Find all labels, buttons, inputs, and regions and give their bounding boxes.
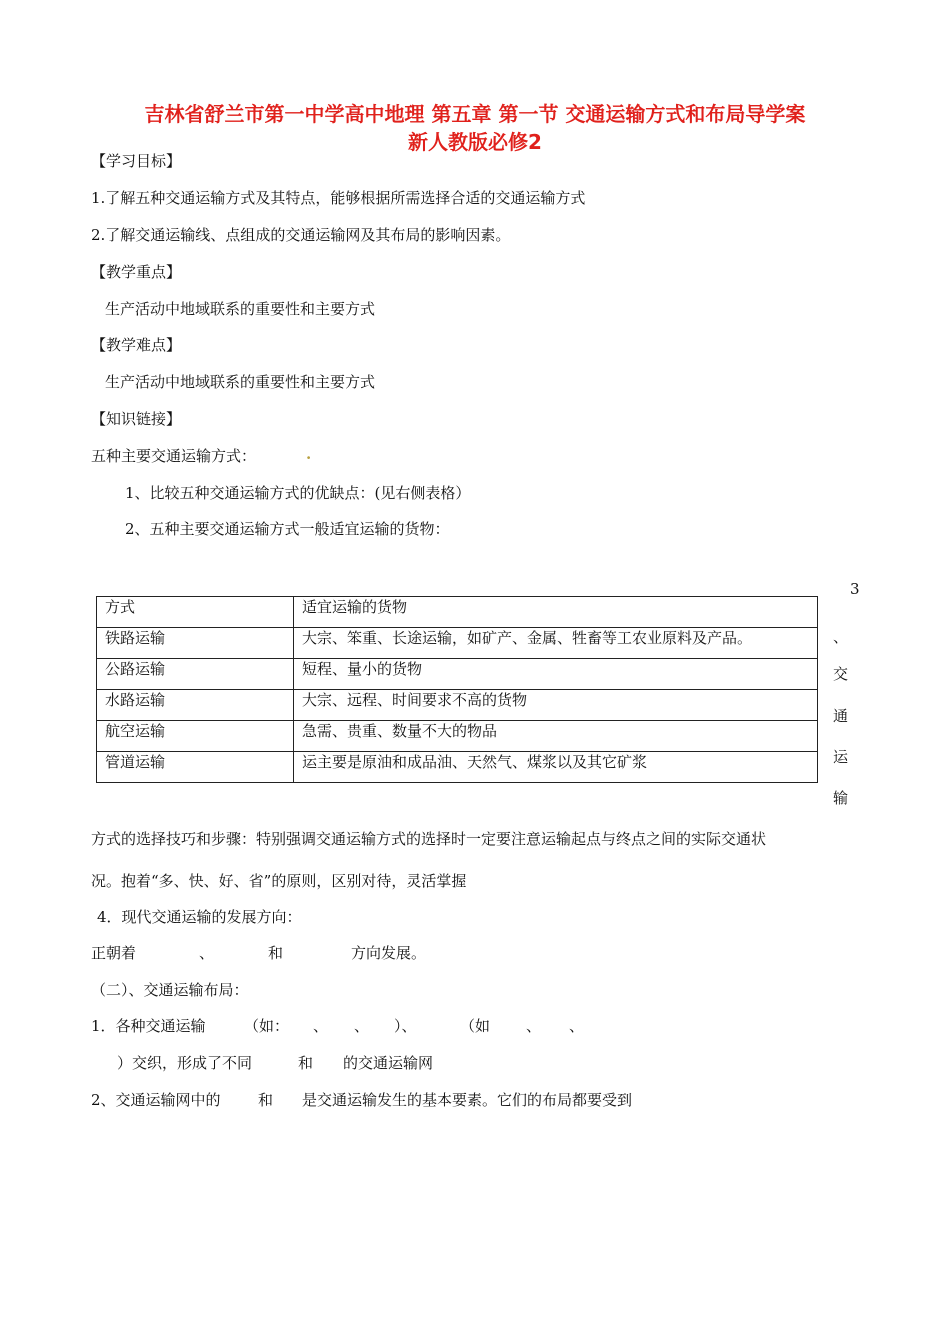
links-item-2: 2、五种主要交通运输方式一般适宜运输的货物： bbox=[125, 520, 450, 538]
document-title-line1: 吉林省舒兰市第一中学高中地理 第五章 第一节 交通运输方式和布局导学案 bbox=[144, 102, 806, 126]
table-cell-goods: 短程、量小的货物 bbox=[294, 659, 818, 690]
layout-line1-f: （如 bbox=[460, 1017, 491, 1035]
table-cell-goods: 急需、贵重、数量不大的物品 bbox=[294, 721, 818, 752]
development-text-c: 和 bbox=[268, 944, 284, 962]
key-points-text: 生产活动中地域联系的重要性和主要方式 bbox=[105, 300, 376, 318]
side-vertical-char: 交 bbox=[833, 665, 849, 683]
layout-line1-b: （如： bbox=[244, 1017, 290, 1035]
layout-line1-a: 1．各种交通运输 bbox=[91, 1017, 206, 1035]
table-header-cell: 方式 bbox=[97, 597, 294, 628]
cargo-table bbox=[96, 596, 818, 783]
links-intro: 五种主要交通运输方式： bbox=[91, 447, 257, 465]
table-row bbox=[97, 690, 818, 721]
table-header-row bbox=[97, 597, 818, 628]
side-vertical-char: 3 bbox=[850, 580, 860, 598]
table-row bbox=[97, 628, 818, 659]
side-vertical-char: 运 bbox=[833, 748, 849, 766]
table-header-cell: 适宜运输的货物 bbox=[294, 597, 818, 628]
layout-line1-c: 、 bbox=[313, 1017, 329, 1035]
links-heading: 【知识链接】 bbox=[91, 410, 182, 428]
difficulties-text: 生产活动中地域联系的重要性和主要方式 bbox=[105, 373, 376, 391]
table-cell-goods: 运主要是原油和成品油、天然气、煤浆以及其它矿浆 bbox=[294, 752, 818, 783]
layout-line3-b: 和 bbox=[258, 1091, 274, 1109]
development-text-b: 、 bbox=[199, 944, 215, 962]
selection-line-1: 方式的选择技巧和步骤：特别强调交通运输方式的选择时一定要注意运输起点与终点之间的实际交通状 bbox=[91, 830, 767, 848]
side-vertical-char: 输 bbox=[833, 789, 849, 807]
layout-line2-a: ）交织，形成了不同 bbox=[117, 1054, 253, 1072]
layout-line1-h: 、 bbox=[569, 1017, 585, 1035]
links-dot: . bbox=[306, 445, 312, 463]
objectives-heading: 【学习目标】 bbox=[91, 152, 182, 170]
table-cell-mode: 水路运输 bbox=[97, 690, 294, 721]
table-cell-mode: 铁路运输 bbox=[97, 628, 294, 659]
table-row bbox=[97, 752, 818, 783]
table-row bbox=[97, 659, 818, 690]
document-title-line2: 新人教版必修2 bbox=[408, 130, 542, 154]
table-cell-goods: 大宗、笨重、长途运输，如矿产、金属、牲畜等工农业原料及产品。 bbox=[294, 628, 818, 659]
side-vertical-char: 、 bbox=[833, 628, 849, 646]
links-item-1: 1、比较五种交通运输方式的优缺点：(见右侧表格） bbox=[125, 484, 471, 502]
layout-line1-g: 、 bbox=[526, 1017, 542, 1035]
layout-heading: （二）、交通运输布局： bbox=[91, 981, 249, 999]
difficulties-heading: 【教学难点】 bbox=[91, 336, 182, 354]
table-cell-mode: 航空运输 bbox=[97, 721, 294, 752]
side-vertical-char: 通 bbox=[833, 707, 849, 725]
layout-line2-c: 的交通运输网 bbox=[343, 1054, 434, 1072]
layout-line1-e: ）、 bbox=[394, 1017, 417, 1035]
selection-line-2: 况。抱着“多、快、好、省”的原则，区别对待，灵活掌握 bbox=[91, 872, 467, 890]
development-heading: 4．现代交通运输的发展方向： bbox=[97, 908, 302, 926]
layout-line3-c: 是交通运输发生的基本要素。它们的布局都要受到 bbox=[302, 1091, 633, 1109]
table-cell-mode: 管道运输 bbox=[97, 752, 294, 783]
table-cell-goods: 大宗、远程、时间要求不高的货物 bbox=[294, 690, 818, 721]
key-points-heading: 【教学重点】 bbox=[91, 263, 182, 281]
objective-item-2: 2.了解交通运输线、点组成的交通运输网及其布局的影响因素。 bbox=[91, 226, 511, 244]
table-row bbox=[97, 721, 818, 752]
layout-line3-a: 2、交通运输网中的 bbox=[91, 1091, 221, 1109]
development-text-d: 方向发展。 bbox=[351, 944, 427, 962]
table-cell-mode: 公路运输 bbox=[97, 659, 294, 690]
development-text-a: 正朝着 bbox=[91, 944, 137, 962]
layout-line2-b: 和 bbox=[298, 1054, 314, 1072]
objective-item-1: 1.了解五种交通运输方式及其特点，能够根据所需选择合适的交通运输方式 bbox=[91, 189, 586, 207]
layout-line1-d: 、 bbox=[354, 1017, 370, 1035]
